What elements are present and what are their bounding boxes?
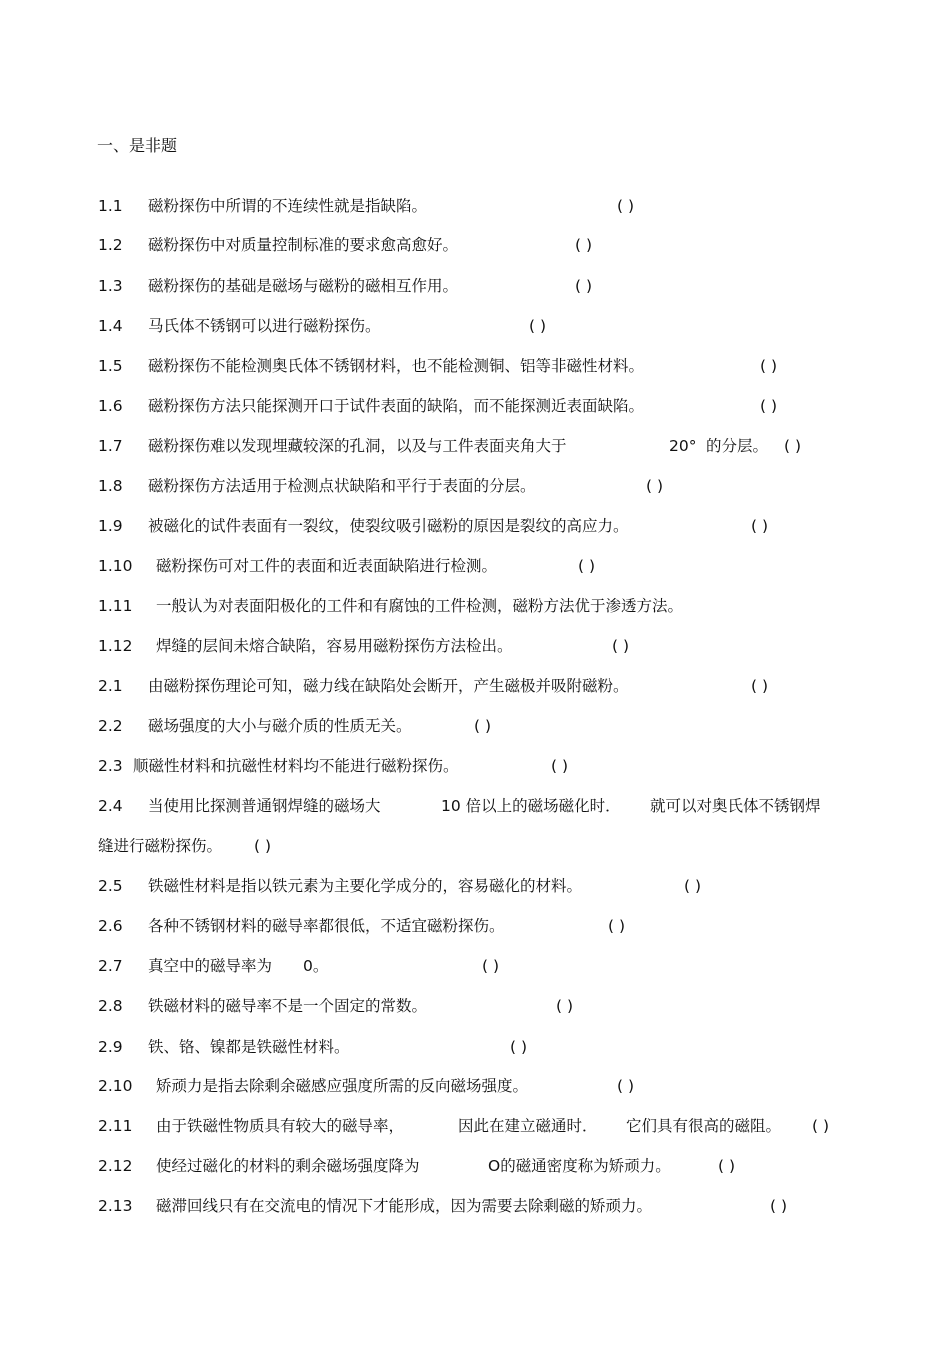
question-text: 磁粉探伤中所谓的不连续性就是指缺陷。 (148, 197, 428, 215)
question-text: 由于铁磁性物质具有较大的磁导率， (156, 1117, 405, 1135)
answer-blank: ( ) (254, 837, 272, 855)
question-number: 1.10 (98, 557, 133, 575)
question-text-tail: 就可以对奥氏体不锈钢焊 (650, 797, 821, 815)
question-1-1 (98, 196, 698, 216)
question-text-tail: 的分层。 (706, 437, 769, 455)
question-number: 1.5 (98, 357, 123, 375)
question-text: 磁粉探伤中对质量控制标准的要求愈高愈好。 (148, 236, 459, 254)
question-text: 一般认为对表面阳极化的工件和有腐蚀的工件检测，磁粉方法优于渗透方法。 (156, 597, 684, 615)
answer-blank: ( ) (551, 757, 569, 775)
question-text: 磁粉探伤方法适用于检测点状缺陷和平行于表面的分层。 (148, 477, 536, 495)
question-text: 磁粉探伤不能检测奥氏体不锈钢材料，也不能检测铜、铝等非磁性材料。 (148, 357, 645, 375)
question-number: 1.12 (98, 637, 133, 655)
question-text-number: 0。 (303, 957, 329, 975)
question-text: 被磁化的试件表面有一裂纹，使裂纹吸引磁粉的原因是裂纹的高应力。 (148, 517, 629, 535)
answer-blank: ( ) (770, 1197, 788, 1215)
answer-blank: ( ) (608, 917, 626, 935)
question-text: 马氏体不锈钢可以进行磁粉探伤。 (148, 317, 381, 335)
question-1-7 (98, 436, 838, 456)
answer-blank: ( ) (812, 1117, 830, 1135)
question-text: 顺磁性材料和抗磁性材料均不能进行磁粉探伤。 (133, 757, 459, 775)
answer-blank: ( ) (784, 437, 802, 455)
section-title: 一、是非题 (97, 136, 178, 155)
answer-blank: ( ) (575, 277, 593, 295)
answer-blank: ( ) (617, 197, 635, 215)
question-text-number: 20° (669, 437, 697, 455)
question-number: 1.3 (98, 277, 123, 295)
question-2-4-continuation (98, 836, 398, 856)
question-number: 1.8 (98, 477, 123, 495)
question-number: 1.4 (98, 317, 123, 335)
question-number: 2.5 (98, 877, 123, 895)
question-text: 焊缝的层间未熔合缺陷，容易用磁粉探伤方法检出。 (156, 637, 513, 655)
question-2-5 (98, 876, 718, 896)
question-2-2 (98, 716, 698, 736)
question-text: 使经过磁化的材料的剩余磁场强度降为 (156, 1157, 420, 1175)
question-2-4 (98, 796, 850, 816)
question-1-9 (98, 516, 818, 536)
question-number: 1.11 (98, 597, 133, 615)
question-text: 磁粉探伤的基础是磁场与磁粉的磁相互作用。 (148, 277, 459, 295)
answer-blank: ( ) (617, 1077, 635, 1095)
question-1-12 (98, 636, 718, 656)
question-text: 各种不锈钢材料的磁导率都很低，不适宜磁粉探伤。 (148, 917, 505, 935)
answer-blank: ( ) (751, 677, 769, 695)
answer-blank: ( ) (575, 236, 593, 254)
question-1-3 (98, 276, 698, 296)
question-1-10 (98, 556, 718, 576)
question-2-1 (98, 676, 818, 696)
question-number: 2.11 (98, 1117, 133, 1135)
question-number: 2.9 (98, 1038, 123, 1056)
answer-blank: ( ) (612, 637, 630, 655)
question-2-3 (98, 756, 698, 776)
question-text: 矫顽力是指去除剩余磁感应强度所需的反向磁场强度。 (156, 1077, 529, 1095)
question-2-10 (98, 1076, 718, 1096)
question-1-8 (98, 476, 718, 496)
question-text-middle: 10 倍以上的磁场磁化时． (441, 797, 621, 815)
answer-blank: ( ) (646, 477, 664, 495)
answer-blank: ( ) (718, 1157, 736, 1175)
answer-blank: ( ) (760, 357, 778, 375)
question-text: 磁滞回线只有在交流电的情况下才能形成，因为需要去除剩磁的矫顽力。 (156, 1197, 653, 1215)
question-text: 磁粉探伤方法只能探测开口于试件表面的缺陷，而不能探测近表面缺陷。 (148, 397, 645, 415)
answer-blank: ( ) (510, 1038, 528, 1056)
question-text: 由磁粉探伤理论可知，磁力线在缺陷处会断开，产生磁极并吸附磁粉。 (148, 677, 629, 695)
answer-blank: ( ) (556, 997, 574, 1015)
question-2-11 (98, 1116, 850, 1136)
question-number: 1.1 (98, 197, 123, 215)
question-1-5 (98, 356, 818, 376)
question-number: 2.12 (98, 1157, 133, 1175)
question-text: 铁磁性材料是指以铁元素为主要化学成分的，容易磁化的材料。 (148, 877, 583, 895)
answer-blank: ( ) (474, 717, 492, 735)
question-number: 2.3 (98, 757, 123, 775)
question-number: 2.1 (98, 677, 123, 695)
question-1-11 (98, 596, 838, 616)
question-2-13 (98, 1196, 818, 1216)
answer-blank: ( ) (751, 517, 769, 535)
question-text: 当使用比探测普通钢焊缝的磁场大 (148, 797, 381, 815)
question-number: 1.9 (98, 517, 123, 535)
question-text: 铁、铬、镍都是铁磁性材料。 (148, 1038, 350, 1056)
answer-blank: ( ) (529, 317, 547, 335)
question-number: 2.7 (98, 957, 123, 975)
question-1-4 (98, 316, 698, 336)
question-1-6 (98, 396, 818, 416)
question-text: 磁粉探伤可对工件的表面和近表面缺陷进行检测。 (156, 557, 498, 575)
answer-blank: ( ) (760, 397, 778, 415)
question-number: 1.7 (98, 437, 123, 455)
question-number: 2.10 (98, 1077, 133, 1095)
question-text-continued: 缝进行磁粉探伤。 (98, 837, 223, 855)
question-number: 1.2 (98, 236, 123, 254)
question-2-7 (98, 956, 598, 976)
question-text-tail: 它们具有很高的磁阻。 (626, 1117, 782, 1135)
question-text: 磁场强度的大小与磁介质的性质无关。 (148, 717, 412, 735)
question-2-8 (98, 996, 698, 1016)
answer-blank: ( ) (578, 557, 596, 575)
question-number: 2.4 (98, 797, 123, 815)
question-2-6 (98, 916, 698, 936)
question-2-9 (98, 1037, 698, 1057)
question-number: 1.6 (98, 397, 123, 415)
question-number: 2.8 (98, 997, 123, 1015)
answer-blank: ( ) (482, 957, 500, 975)
question-text: 真空中的磁导率为 (148, 957, 273, 975)
question-text: 铁磁材料的磁导率不是一个固定的常数。 (148, 997, 428, 1015)
question-number: 2.13 (98, 1197, 133, 1215)
question-text-tail: O的磁通密度称为矫顽力。 (488, 1157, 671, 1175)
question-text: 磁粉探伤难以发现埋藏较深的孔洞，以及与工件表面夹角大于 (148, 437, 567, 455)
question-number: 2.6 (98, 917, 123, 935)
question-text-middle: 因此在建立磁通时． (458, 1117, 598, 1135)
question-1-2 (98, 235, 698, 255)
question-2-12 (98, 1156, 758, 1176)
answer-blank: ( ) (684, 877, 702, 895)
question-number: 2.2 (98, 717, 123, 735)
